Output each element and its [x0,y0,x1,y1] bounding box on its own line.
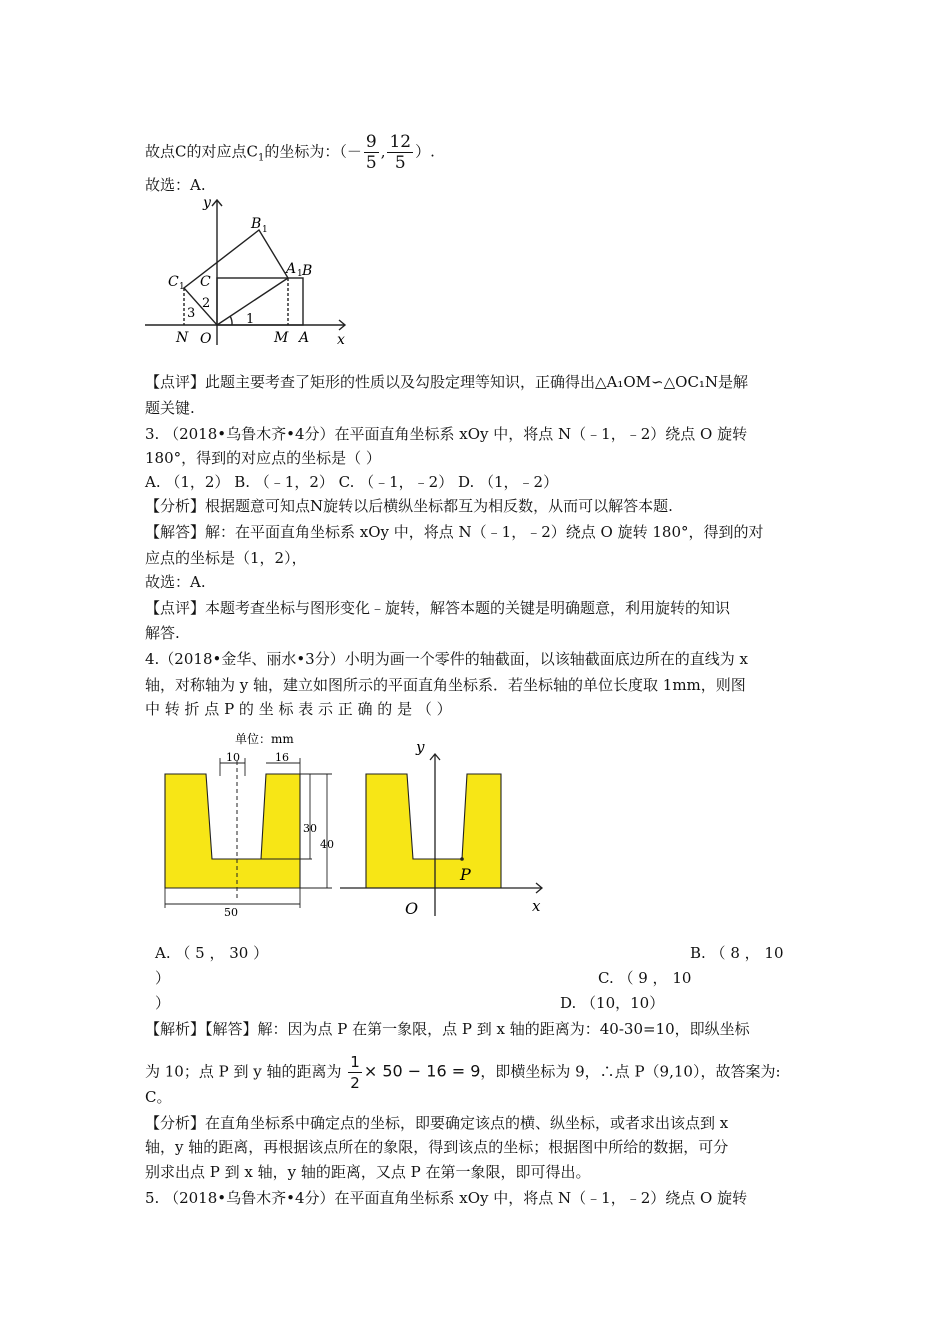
q4-stem-line1: 4.（2018•金华、丽水•3分）小明为画一个零件的轴截面，以该轴截面底边所在的直线为 x [145,650,748,668]
q3-options: A. （1，2） B. （﹣1，2） C. （﹣1，﹣2） D. （1，﹣2） [145,473,559,491]
svg-text:C: C [168,274,179,290]
svg-text:单位：mm: 单位：mm [235,732,294,746]
rectangle-oabc [217,278,303,325]
q4-option-b: B. （ 8 ， 10 [690,944,784,962]
rotation-diagram [140,195,360,355]
svg-text:B: B [251,216,262,232]
q4-solution-line3: C。 [145,1088,172,1106]
svg-text:2: 2 [202,296,211,311]
q5-stem-line1: 5. （2018•乌鲁木齐•4分）在平面直角坐标系 xOy 中，将点 N（﹣1，﹣2）绕点 O 旋转 [145,1189,748,1207]
fraction-12-5: $\frac{12}{5}$ [389,132,412,173]
review-p2-line2: 题关键. [145,399,195,417]
svg-text:16: 16 [275,751,289,764]
c1-coordinate-line: 故点C的对应点$C_1$的坐标为：（－ $\frac{9}{5}$ , $\frac{12}{5}$ ）. [145,132,435,173]
svg-text:C: C [200,274,211,290]
part-cross-section-diagram [160,726,555,926]
q4-stem-line2: 轴，对称轴为 y 轴，建立如图所示的平面直角坐标系．若坐标轴的单位长度取 1mm，则图 [145,676,746,694]
q3-stem-line1: 3. （2018•乌鲁木齐•4分）在平面直角坐标系 xOy 中，将点 N（﹣1，﹣2）绕点 O 旋转 [145,425,748,443]
svg-text:30: 30 [303,822,317,835]
q3-solution-line2: 应点的坐标是（1，2）， [145,549,307,567]
svg-text:1: 1 [262,225,268,235]
q3-review-line2: 解答. [145,624,180,642]
solution-expression: × 50 − 16 = 9 [363,1061,481,1081]
svg-text:1: 1 [297,269,303,279]
svg-text:P: P [460,865,471,884]
q4-stem-line3: 中 转 折 点 P 的 坐 标 表 示 正 确 的 是 （ ） [145,700,452,718]
svg-text:y: y [203,195,211,211]
svg-text:1: 1 [179,282,185,292]
svg-text:B: B [302,263,313,279]
svg-text:40: 40 [320,838,334,851]
svg-text:x: x [532,897,541,915]
q4-option-b-close: ） [155,969,171,987]
svg-text:O: O [405,899,419,918]
svg-text:y: y [416,738,425,756]
q4-solution-line1: 【解析】【解答】解：因为点 P 在第一象限，点 P 到 x 轴的距离为：40-30=10，即纵坐标 [145,1020,750,1038]
fraction-one-half: $\frac{1}{2}$ [350,1053,360,1092]
q4-analysis-line2: 轴，y 轴的距离，再根据该点所在的象限，得到该点的坐标；根据图中所给的数据，可分 [145,1138,729,1156]
svg-text:1: 1 [246,312,255,327]
q4-solution-line2: 为 10；点 P 到 y 轴的距离为 $\frac{1}{2}$ × 50 − 16 = 9，即横坐标为 9，∴点 P（9,10），故答案为: [145,1053,781,1092]
svg-text:50: 50 [224,906,238,919]
q3-review-line1: 【点评】本题考查坐标与图形变化﹣旋转，解答本题的关键是明确题意，利用旋转的知识 [145,599,731,617]
q4-option-c: C. （ 9 ， 10 [598,969,692,987]
q3-analysis: 【分析】根据题意可知点N旋转以后横纵坐标都互为相反数，从而可以解答本题. [145,497,673,515]
svg-text:O: O [200,331,212,347]
answer-line-p2: 故选：A. [145,176,206,194]
svg-text:M: M [274,330,289,346]
q4-option-c-close: ） [155,994,171,1012]
svg-text:A: A [286,261,297,277]
left-part-shape [165,774,300,888]
q4-analysis-line1: 【分析】在直角坐标系中确定点的坐标，即要确定该点的横、纵坐标，或者求出该点到 x [145,1114,729,1132]
angle-1-arc [230,316,232,325]
svg-text:3: 3 [187,306,196,321]
q4-analysis-line3: 别求出点 P 到 x 轴，y 轴的距离，又点 P 在第一象限，即可得出。 [145,1163,591,1181]
q3-stem-line2: 180°，得到的对应点的坐标是（ ） [145,449,381,467]
q4-option-d: D. （10，10） [560,994,665,1012]
q4-option-a: A. （ 5 ， 30 ） [155,944,269,962]
svg-text:x: x [337,332,345,348]
right-part-shape [366,774,501,888]
q3-answer: 故选：A. [145,573,206,591]
review-p2-line1: 【点评】此题主要考查了矩形的性质以及勾股定理等知识，正确得出△A₁OM∽△OC₁N是解 [145,373,749,391]
fraction-9-5: $\frac{9}{5}$ [365,132,377,173]
svg-text:N: N [176,330,189,346]
svg-text:10: 10 [226,751,240,764]
svg-text:A: A [299,330,310,346]
q3-solution-line1: 【解答】解：在平面直角坐标系 xOy 中，将点 N（﹣1，﹣2）绕点 O 旋转 180°，得到的对 [145,523,764,541]
point-p [460,857,464,861]
